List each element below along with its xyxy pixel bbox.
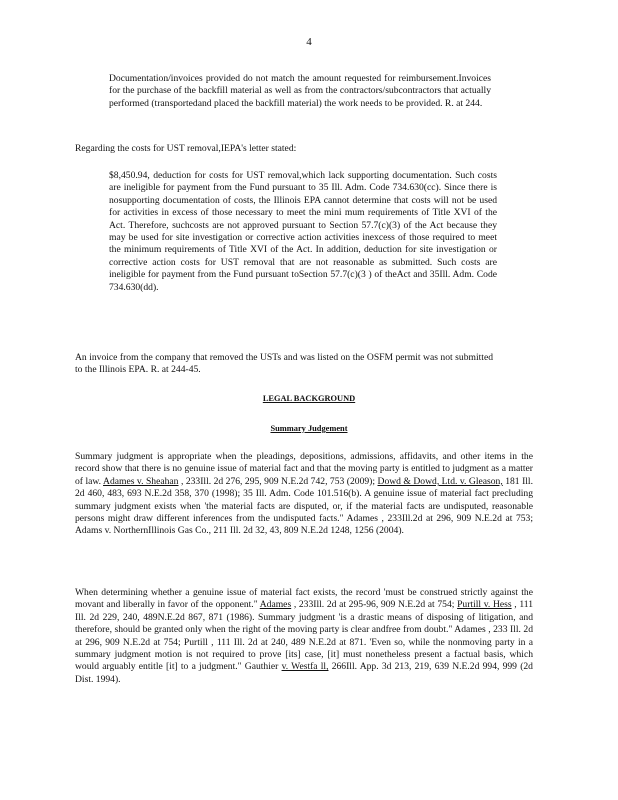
- text-run: , 233Ill. 2d 276, 295, 909 N.E.2d 742, 753 (2009);: [178, 475, 378, 487]
- block-quote-invoices: Documentation/invoices provided do not match the amount requested for reimbursement.Invoices for the purchase of the backfill material as well as from the contractors/subcontractors that actually performed (transportedand placed the backfill material) the work needs to be provided. R. at 244.: [109, 73, 491, 109]
- text-run: , 111 Ill. 2d 229, 240, 489N.E.2d 867, 871 (1986). Summary judgment 'is a drastic means of disposing of litigation, and therefore, should be granted only when the right of the moving party is clear andfree from doubt." Adames , 233 Ill. 2d at 296, 909 N.E.2d at 754; Purtill , 111 Ill. 2d at 240, 489 N.E.2d at 871. 'Even so, while the nonmoving party in a summary judgment motion is not required to prove [its] case, [it] must nonetheless present a factual basis, which would arguably entitle [it] to a judgment." Gauthier: [75, 599, 533, 673]
- paragraph-missing-invoice: An invoice from the company that removed the USTs and was listed on the OSFM permit was not submitted to the Illinois EPA. R. at 244-45.: [75, 352, 493, 376]
- case-citation-westfall: v. Westfa ll,: [281, 661, 329, 673]
- paragraph-summary-judgment-standard: [75, 451, 533, 538]
- text-run: 181 Ill. 2d 460, 483, 693 N.E.2d 358, 370 (1998); 35 Ill. Adm. Code 101.516(b). A genuine issue of material fact precluding summary judgment exists when 'the material facts are disputed, or, if the material facts are undisputed, reasonable persons might draw different inferences from the undisputed facts." Adames , 233Ill.2d at 296, 909 N.E.2d at 753; Adams v. NorthernIllinois Gas Co., 211 Ill. 2d 32, 43, 809 N.E.2d 1248, 1256 (2004).: [75, 475, 533, 537]
- text-run: , 233Ill. 2d at 295-96, 909 N.E.2d at 754;: [291, 599, 458, 611]
- section-heading-legal-background: LEGAL BACKGROUND: [262, 394, 356, 403]
- intro-ust-removal: Regarding the costs for UST removal,IEPA's letter stated:: [75, 143, 297, 154]
- page-number: 4: [306, 36, 312, 48]
- text-run: Summary judgment is appropriate when the pleadings, depositions, admissions, affidavits, and other items in the record show that there is no genuine issue of material fact and that the moving party is entitled to judgment as a matter of law.: [75, 451, 533, 487]
- text-run: When determining whether a genuine issue of material fact exists, the record 'must be construed strictly against the movant and liberally in favor of the opponent.": [75, 587, 533, 611]
- case-citation-purtill: Purtill v. Hess: [457, 599, 512, 611]
- text-run: 266Ill. App. 3d 213, 219, 639 N.E.2d 994, 999 (2d Dist. 1994).: [75, 661, 533, 685]
- case-citation-dowd: Dowd & Dowd, Ltd. v. Gleason,: [377, 475, 503, 487]
- case-citation-adames: Adames: [259, 599, 292, 611]
- case-citation-adames: Adames v. Sheahan: [103, 475, 179, 487]
- block-quote-ust-removal: $8,450.94, deduction for costs for UST removal,which lack supporting documentation. Such costs are ineligible for payment from the Fund pursuant to 35 Ill. Adm. Code 734.630(cc). Since there is nosupporting documentation of costs, the Illinois EPA cannot determine that costs will not be used for activities in excess of those necessary to meet the mini mum requirements of Title XVI of the Act. Therefore, suchcosts are not approved pursuant to Section 57.7(c)(3) of the Act because they may be used for site investigation or corrective action activities inexcess of those required to meet the minimum requirements of Title XVI of the Act. In addition, deduction for site investigation or corrective action costs for UST removal that are not reasonable as submitted. Such costs are ineligible for payment from the Fund pursuant toSection 57.7(c)(3 ) of theAct and 35Ill. Adm. Code 734.630(dd).: [109, 170, 497, 293]
- paragraph-genuine-issue: [75, 587, 533, 686]
- subsection-heading-summary-judgement: Summary Judgement: [270, 424, 348, 433]
